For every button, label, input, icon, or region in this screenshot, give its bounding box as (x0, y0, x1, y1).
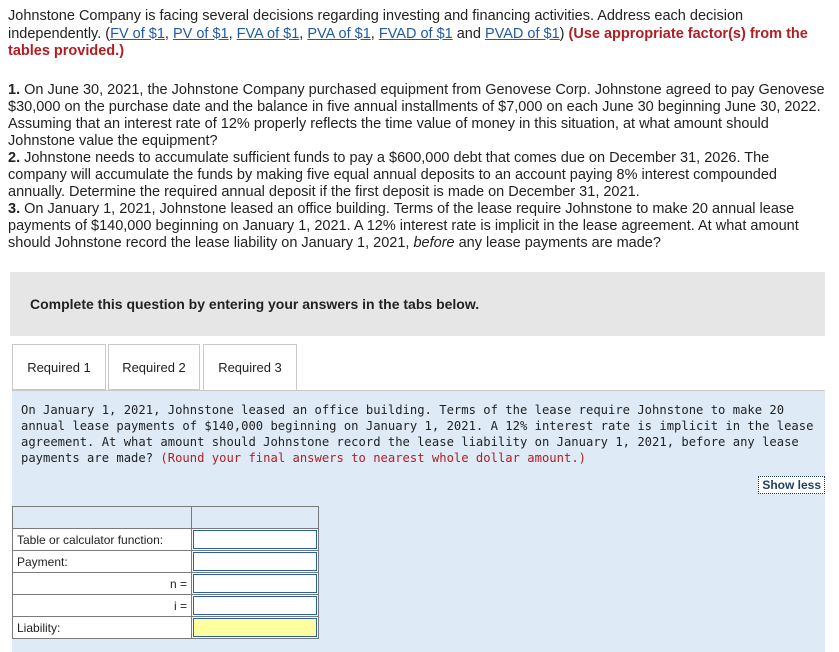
questions-list (8, 82, 828, 252)
tab-required-2[interactable]: Required 2 (108, 344, 200, 390)
instruction-text: (Use appropriate factor(s) from the tables provided.) (8, 25, 808, 59)
table-row (13, 617, 319, 639)
instructions-banner (10, 272, 825, 336)
table-row (13, 529, 319, 551)
banner-text: Complete this question by entering your answers in the tabs below. (30, 296, 480, 312)
answer-table (12, 506, 319, 639)
tab-required-1[interactable]: Required 1 (12, 344, 106, 390)
table-row (13, 573, 319, 595)
payment-input[interactable] (193, 552, 317, 571)
table-row (13, 595, 319, 617)
pv-link[interactable]: PV of $1 (172, 25, 229, 42)
row-label: Payment: (13, 551, 192, 573)
question-1: 1. On June 30, 2021, the Johnstone Company purchased equipment from Genovese Corp. Johnstone agreed to pay Genovese $30,000 on the purchase date and the balance in five annual installments of $7,000 on each June 30 beginning June 30, 2022. Assuming that an interest rate of 12% properly reflects the time value of money in this situation, at what amount should Johnstone value the equipment? (8, 82, 825, 149)
tab-panel (12, 390, 825, 652)
intro-paragraph: Johnstone Company is facing several decisions regarding investing and financing activities. Address each decision independently. (FV of $1, PV of $1, FVA of $1, PVA of $1, FVAD of $1 and PVAD of $1) (Use appropriate factor(s) from the tables provided.) (8, 8, 808, 59)
pva-link[interactable]: PVA of $1 (307, 25, 371, 42)
fv-link[interactable]: FV of $1 (110, 25, 165, 42)
row-label: i = (13, 595, 192, 617)
question-2: 2. Johnstone needs to accumulate sufficient funds to pay a $600,000 debt that comes due on December 31, 2026. The company will accumulate the funds by making five equal annual deposits to an account paying 8% interest compounded annually. Determine the required annual deposit if the first deposit is made on December 31, 2021. (8, 150, 777, 200)
table-header-row (13, 507, 319, 529)
table-row (13, 551, 319, 573)
row-label: n = (13, 573, 192, 595)
function-input[interactable] (193, 530, 317, 549)
fvad-link[interactable]: FVAD of $1 (378, 25, 453, 42)
fva-link[interactable]: FVA of $1 (236, 25, 300, 42)
row-label: Table or calculator function: (13, 529, 192, 551)
pvad-link[interactable]: PVAD of $1 (484, 25, 560, 42)
panel-question: On January 1, 2021, Johnstone leased an office building. Terms of the lease require Johnstone to make 20 annual lease payments of $140,000 beginning on January 1, 2021. A 12% interest rate is implicit in the lease agreement. At what amount should Johnstone record the lease liability on January 1, 2021, before any lease payments are made? (Round your final answers to nearest whole dollar amount.) (21, 403, 814, 465)
n-input[interactable] (193, 574, 317, 593)
question-3: 3. On January 1, 2021, Johnstone leased an office building. Terms of the lease require Johnstone to make 20 annual lease payments of $140,000 beginning on January 1, 2021. A 12% interest rate is implicit in the lease agreement. At what amount should Johnstone record the lease liability on January 1, 2021, before any lease payments are made? (8, 201, 799, 251)
show-less-button[interactable]: Show less (758, 476, 825, 494)
row-label: Liability: (13, 617, 192, 639)
tab-required-3[interactable]: Required 3 (203, 344, 297, 391)
intro-text: Johnstone Company is facing several decisions regarding investing and financing activities. Address each decision independently. ( (8, 8, 744, 42)
i-input[interactable] (193, 596, 317, 615)
round-note: (Round your final answers to nearest whole dollar amount.) (160, 451, 586, 465)
liability-input[interactable] (193, 618, 317, 637)
